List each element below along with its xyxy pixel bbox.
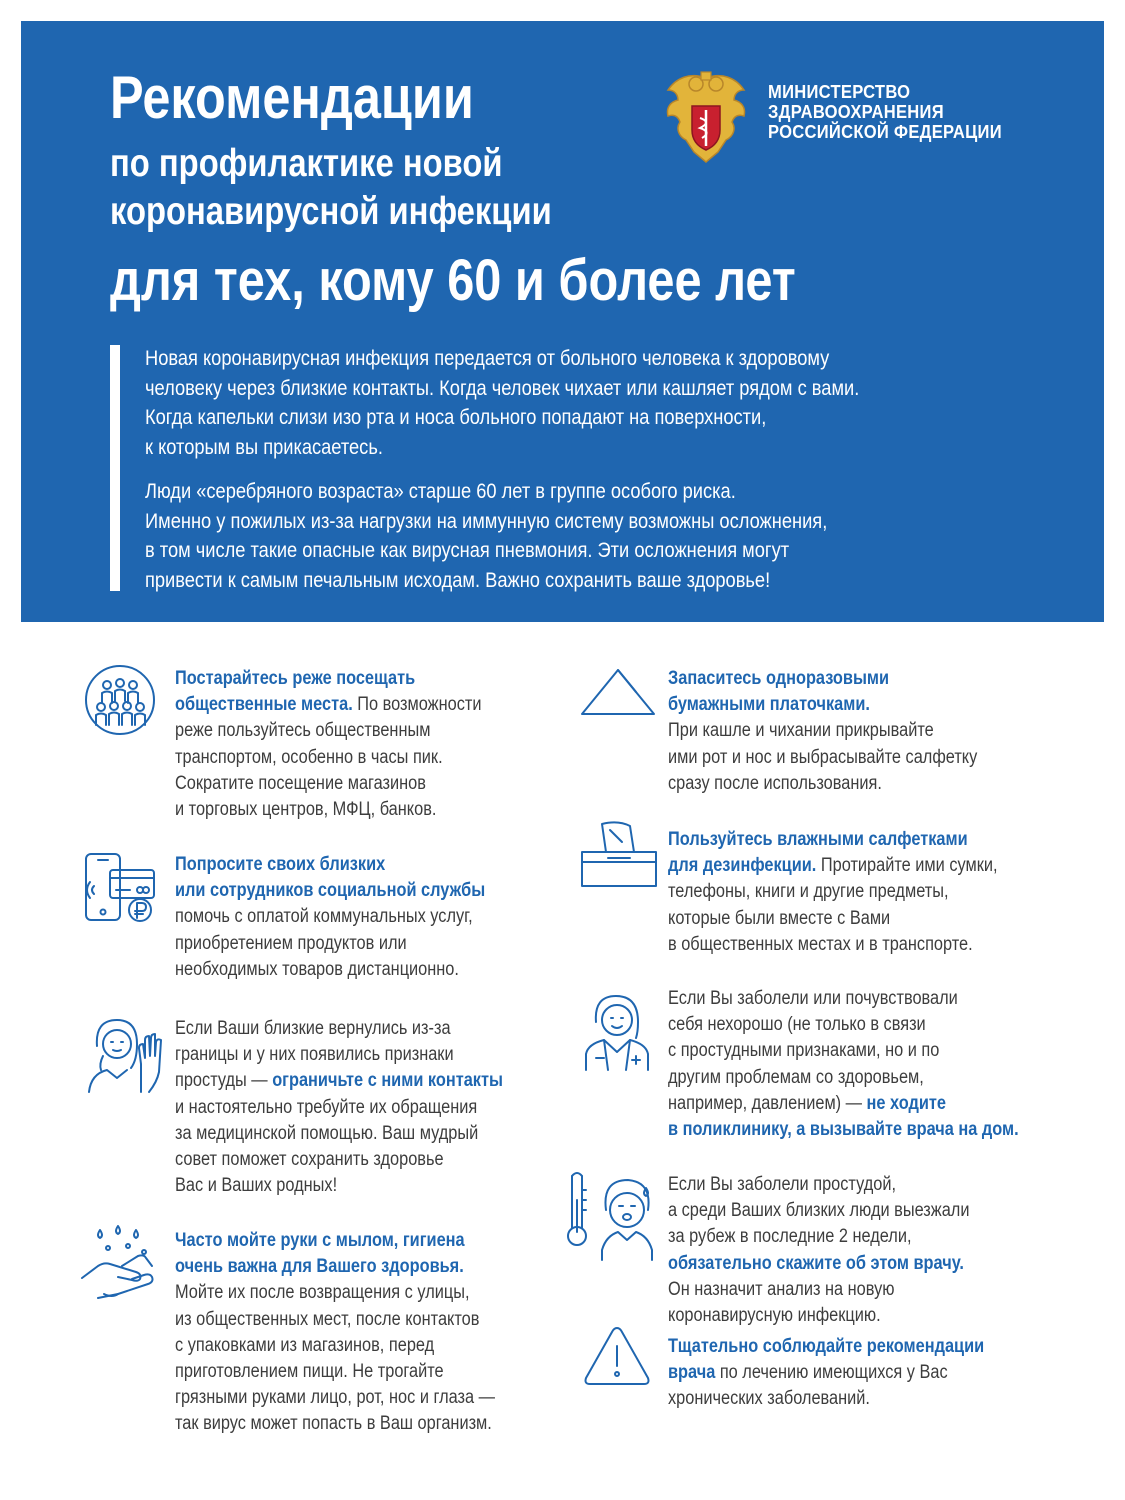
tip-heading: Попросите своих близких [175, 854, 386, 875]
ministry-line: ЗДРАВООХРАНЕНИЯ [768, 102, 944, 122]
tip-text [175, 1016, 503, 1199]
tip-line: реже пользуйтесь общественным [175, 720, 431, 742]
tip-heading: Пользуйтесь влажными салфетками [668, 829, 968, 850]
tip-heading: Часто мойте руки с мылом, гигиена [175, 1230, 465, 1251]
intro-line: Новая коронавирусная инфекция передается от больного человека к здоровому [145, 347, 830, 370]
tip-heading: для дезинфекции. [668, 855, 817, 877]
subtitle-line: по профилактике новой [110, 142, 503, 185]
intro-paragraph [145, 477, 859, 595]
intro-line: Когда капельки слизи изо рта и носа больного попадают на поверхности, [145, 406, 767, 429]
intro-text [145, 344, 859, 595]
tip-text [668, 986, 1019, 1143]
tip-line: Если Ваши близкие вернулись из-за [175, 1018, 451, 1039]
intro-line: человеку через близкие контакты. Когда человек чихает или кашляет рядом с вами. [145, 376, 860, 400]
tip-text [668, 1172, 969, 1329]
tip-line: и торговых центров, МФЦ, банков. [175, 799, 437, 821]
ministry-line: МИНИСТЕРСТВО [768, 82, 911, 102]
tip-line: Мойте их после возвращения с улицы, [175, 1282, 470, 1304]
tip-line: с упаковками из магазинов, перед [175, 1334, 435, 1356]
intro-line: Именно у пожилых из-за нагрузки на иммунную систему возможны осложнения, [145, 509, 828, 533]
tip-line: а среди Ваших близких люди выезжали [668, 1200, 970, 1222]
napkin-icon [578, 664, 658, 720]
tip-heading: очень важна для Вашего здоровья. [175, 1256, 464, 1278]
tip-text [175, 1228, 495, 1438]
tip-text [668, 666, 977, 797]
tip-line: так вирус может попасть в Ваш организм. [175, 1413, 492, 1435]
tip-line: хронических заболеваний. [668, 1388, 870, 1410]
page-title: Рекомендации [110, 64, 474, 131]
tip-line: транспортом, особенно в часы пик. [175, 746, 443, 768]
target-audience-title: для тех, кому 60 и более лет [110, 248, 796, 313]
tip-line: например, давлением) — [668, 1092, 867, 1114]
tip-line: Сократите посещение магазинов [175, 772, 426, 794]
tip-line: приготовлением пищи. Не трогайте [175, 1361, 444, 1383]
tip-line: сразу после использования. [668, 772, 882, 794]
tip-line: за рубеж в последние 2 недели, [668, 1226, 912, 1248]
intro-line: к которым вы прикасаетесь. [145, 435, 383, 459]
tip-heading: обязательно скажите об этом врачу. [668, 1252, 964, 1274]
tip-line: ими рот и нос и выбрасывайте салфетку [668, 746, 978, 768]
remote-payment-icon [80, 848, 162, 930]
tip-line: за медицинской помощью. Ваш мудрый [175, 1122, 479, 1144]
hand-washing-icon [78, 1222, 162, 1306]
tip-line: и настоятельно требуйте их обращения [175, 1096, 478, 1118]
intro-paragraph [145, 344, 859, 462]
tip-heading: врача [668, 1362, 716, 1384]
intro-line: привести к самым печальным исходам. Важно сохранить ваше здоровье! [145, 568, 771, 592]
crowd-icon [83, 663, 157, 737]
tip-line: При кашле и чихании прикрывайте [668, 720, 934, 742]
intro-line: в том числе такие опасные как вирусная пневмония. Эти осложнения могут [145, 539, 790, 562]
tip-line: из общественных мест, после контактов [175, 1308, 480, 1330]
intro-accent-bar [110, 345, 120, 591]
tip-line: простуды — [175, 1070, 273, 1092]
tip-text [175, 852, 485, 983]
tip-line: По возможности [352, 694, 482, 716]
tip-text [668, 827, 998, 958]
tip-heading: или сотрудников социальной службы [175, 880, 486, 902]
tip-heading: общественные места. [175, 694, 353, 716]
tip-text [175, 666, 482, 823]
tip-line: с простудными признаками, но и по [668, 1040, 940, 1062]
tip-line: коронавирусную инфекцию. [668, 1305, 881, 1327]
tip-line: Если Вы заболели простудой, [668, 1174, 896, 1195]
tip-line: грязными руками лицо, рот, нос и глаза — [175, 1387, 496, 1409]
tip-heading: не ходите [866, 1092, 947, 1114]
tip-heading: Запаситесь одноразовыми [668, 668, 890, 689]
tip-heading: ограничьте с ними контакты [272, 1070, 503, 1092]
doctor-icon [582, 988, 652, 1072]
tip-line: по лечению имеющихся у Вас [715, 1362, 948, 1384]
tip-line: Вас и Ваших родных! [175, 1175, 338, 1197]
tip-line: совет поможет сохранить здоровье [175, 1149, 444, 1171]
tip-line: себя нехорошо (не только в связи [668, 1014, 926, 1036]
tip-line: Он назначит анализ на новую [668, 1278, 895, 1300]
subtitle-line: коронавирусной инфекции [110, 190, 552, 233]
page-subtitle [110, 140, 552, 236]
tip-line: Если Вы заболели или почувствовали [668, 988, 958, 1009]
tip-text [668, 1334, 984, 1413]
tip-heading: Постарайтесь реже посещать [175, 668, 416, 689]
thermometer-sick-icon [562, 1170, 662, 1262]
tip-line: Протирайте ими сумки, [816, 855, 998, 877]
tip-line: приобретением продуктов или [175, 932, 407, 954]
russian-eagle-emblem-icon [660, 70, 752, 170]
tip-line: необходимых товаров дистанционно. [175, 958, 459, 980]
tip-heading: в поликлинику, а вызывайте врача на дом. [668, 1119, 1019, 1141]
tip-line: другим проблемам со здоровьем, [668, 1066, 924, 1088]
tip-heading: бумажными платочками. [668, 694, 870, 716]
ministry-name [768, 82, 1002, 142]
tip-heading: Тщательно соблюдайте рекомендации [668, 1336, 985, 1357]
tip-line: помочь с оплатой коммунальных услуг, [175, 906, 473, 928]
tip-line: телефоны, книги и другие предметы, [668, 881, 949, 903]
stop-hand-woman-icon [83, 1012, 165, 1094]
tip-line: которые были вместе с Вами [668, 907, 891, 929]
wipes-box-icon [578, 818, 660, 890]
tip-line: границы и у них появились признаки [175, 1044, 454, 1066]
warning-icon [582, 1324, 652, 1388]
tip-line: в общественных местах и в транспорте. [668, 933, 973, 955]
ministry-line: РОССИЙСКОЙ ФЕДЕРАЦИИ [768, 122, 1002, 142]
intro-line: Люди «серебряного возраста» старше 60 лет в группе особого риска. [145, 480, 736, 503]
